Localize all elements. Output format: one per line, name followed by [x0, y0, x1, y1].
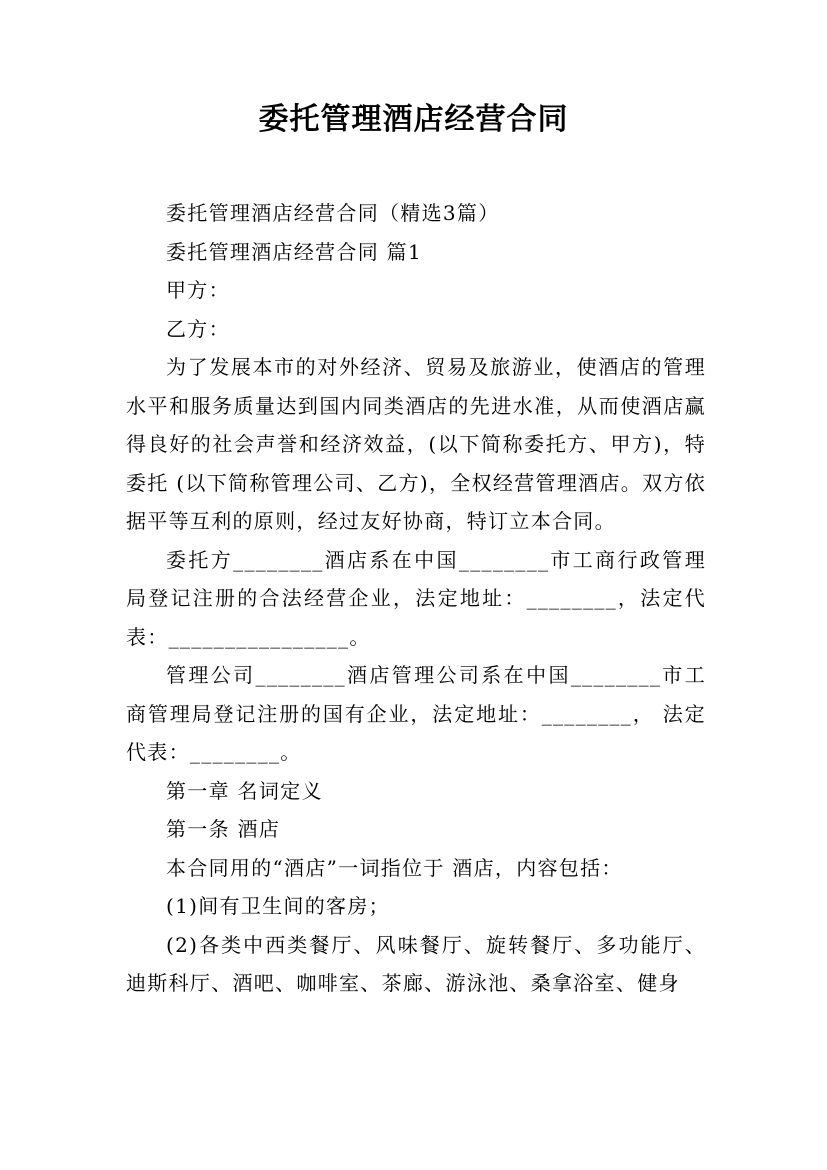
paragraph-chapter-heading: 第一章 名词定义 — [166, 778, 323, 803]
paragraph-party-b: 乙方： — [166, 316, 230, 341]
document-body — [126, 194, 706, 1003]
paragraph-purpose: 为了发展本市的对外经济、贸易及旅游业，使酒店的管理水平和服务质量达到国内同类酒店的先进水准，从而使酒店赢得良好的社会声誉和经济效益，(以下简称委托方、甲方)，特委托 (以下简称管理公司、乙方)，全权经营管理酒店。双方依据平等互利的原则，经过友好协商，特订立本合同。 — [126, 355, 706, 533]
paragraph-party-a: 甲方： — [166, 278, 230, 302]
paragraph-client-info: 委托方________酒店系在中国________市工商行政管理局登记注册的合法经营企业，法定地址：________，法定代表：________________。 — [126, 547, 706, 649]
document-title: 委托管理酒店经营合同 — [258, 102, 569, 137]
paragraph-list-item-2: (2)各类中西类餐厅、风味餐厅、旋转餐厅、多功能厅、迪斯科厅、酒吧、咖啡室、茶廊、游泳池、桑拿浴室、健身 — [126, 932, 706, 995]
paragraph-section-heading: 委托管理酒店经营合同 篇1 — [166, 239, 422, 264]
paragraph-hotel-definition: 本合同用的“酒店”一词指位于 酒店，内容包括： — [166, 855, 623, 880]
paragraph-article-heading: 第一条 酒店 — [166, 817, 281, 841]
paragraph-manager-info: 管理公司________酒店管理公司系在中国________市工商管理局登记注册的国有企业，法定地址：________， 法定代表：________。 — [126, 663, 706, 764]
paragraph-list-item-1: (1)间有卫生间的客房； — [166, 894, 390, 918]
paragraph-subtitle: 委托管理酒店经营合同（精选3篇） — [166, 201, 500, 225]
